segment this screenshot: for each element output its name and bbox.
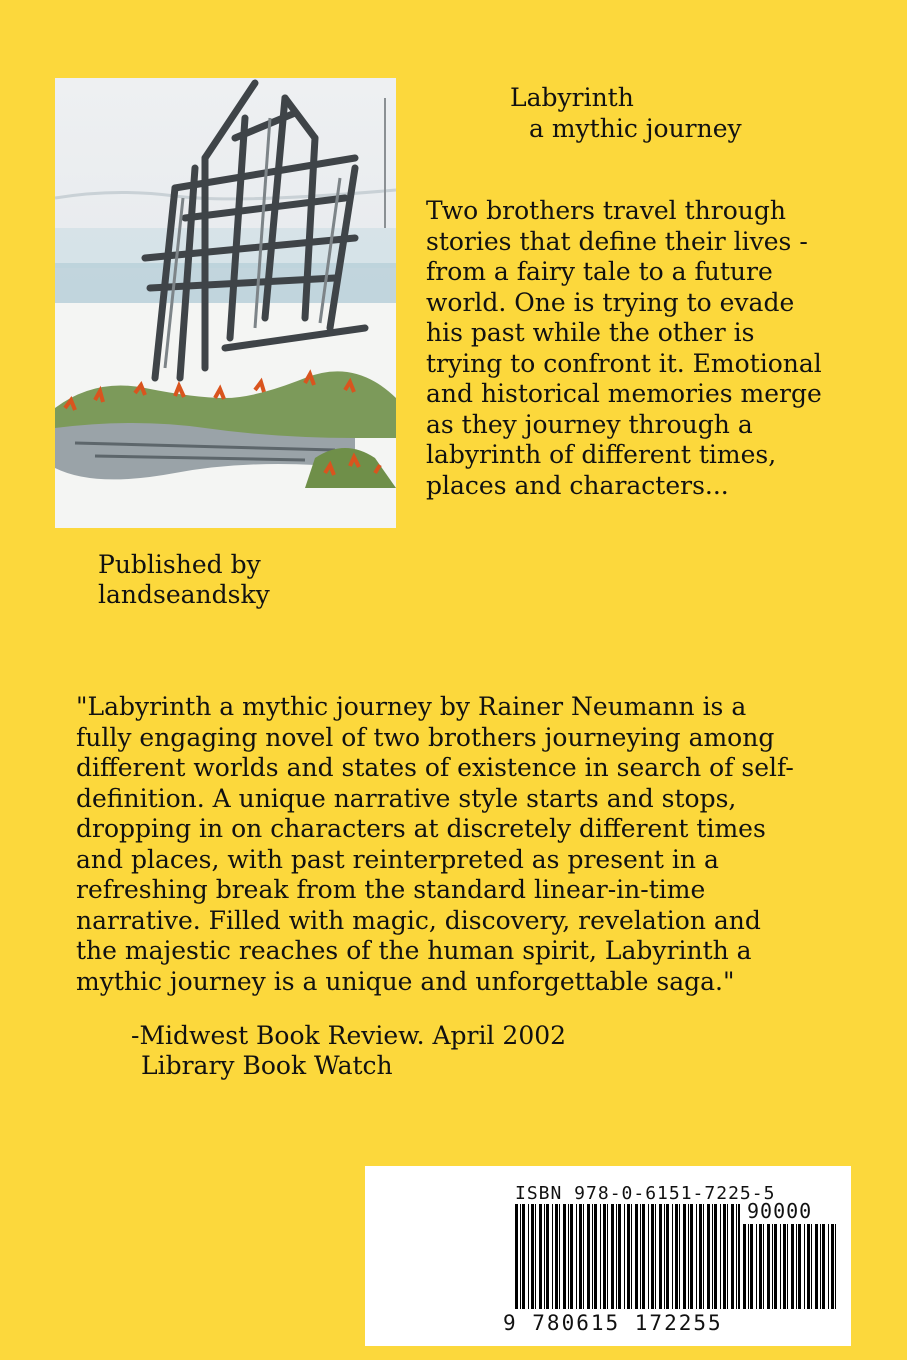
isbn-label: ISBN 978-0-6151-7225-5: [515, 1183, 776, 1204]
barcode-panel: [365, 1166, 851, 1346]
addon-digits: 90000: [747, 1199, 813, 1223]
credit-line-2: Library Book Watch: [141, 1051, 393, 1080]
credit-line-1: -Midwest Book Review. April 2002: [131, 1021, 567, 1050]
title-line-1: Labyrinth: [510, 83, 634, 112]
cover-painting: [55, 78, 396, 528]
publisher-info: [98, 550, 270, 610]
publisher-line-1: Published by: [98, 550, 261, 579]
review-quote: "Labyrinth a mythic journey by Rainer Neumann is a fully engaging novel of two brothers journeying among different worlds and states of existence in search of self- definition. A unique narrative style starts and stops, dropping in on characters at discretely different times and places, with past reinterpreted as present in a refreshing break from the standard linear-in-time narrative. Filled with magic, discovery, revelation and the majestic reaches of the human spirit, Labyrinth a mythic journey is a unique and unforgettable saga.": [76, 692, 794, 996]
title-line-2: a mythic journey: [529, 114, 742, 143]
book-blurb: Two brothers travel through stories that define their lives - from a fairy tale to a future world. One is trying to evade his past while the other is trying to confront it. Emotional and historical memories merge as they journey through a labyrinth of different times, places and characters...: [426, 196, 822, 500]
barcode-icon: [515, 1204, 740, 1314]
driftwood-painting-icon: [55, 78, 396, 528]
publisher-name: landseandsky: [98, 580, 270, 609]
barcode-digits: 9 780615 172255: [503, 1311, 723, 1335]
book-title: [510, 82, 742, 144]
addon-barcode-icon: [743, 1224, 838, 1334]
review-credit: [131, 1021, 566, 1081]
